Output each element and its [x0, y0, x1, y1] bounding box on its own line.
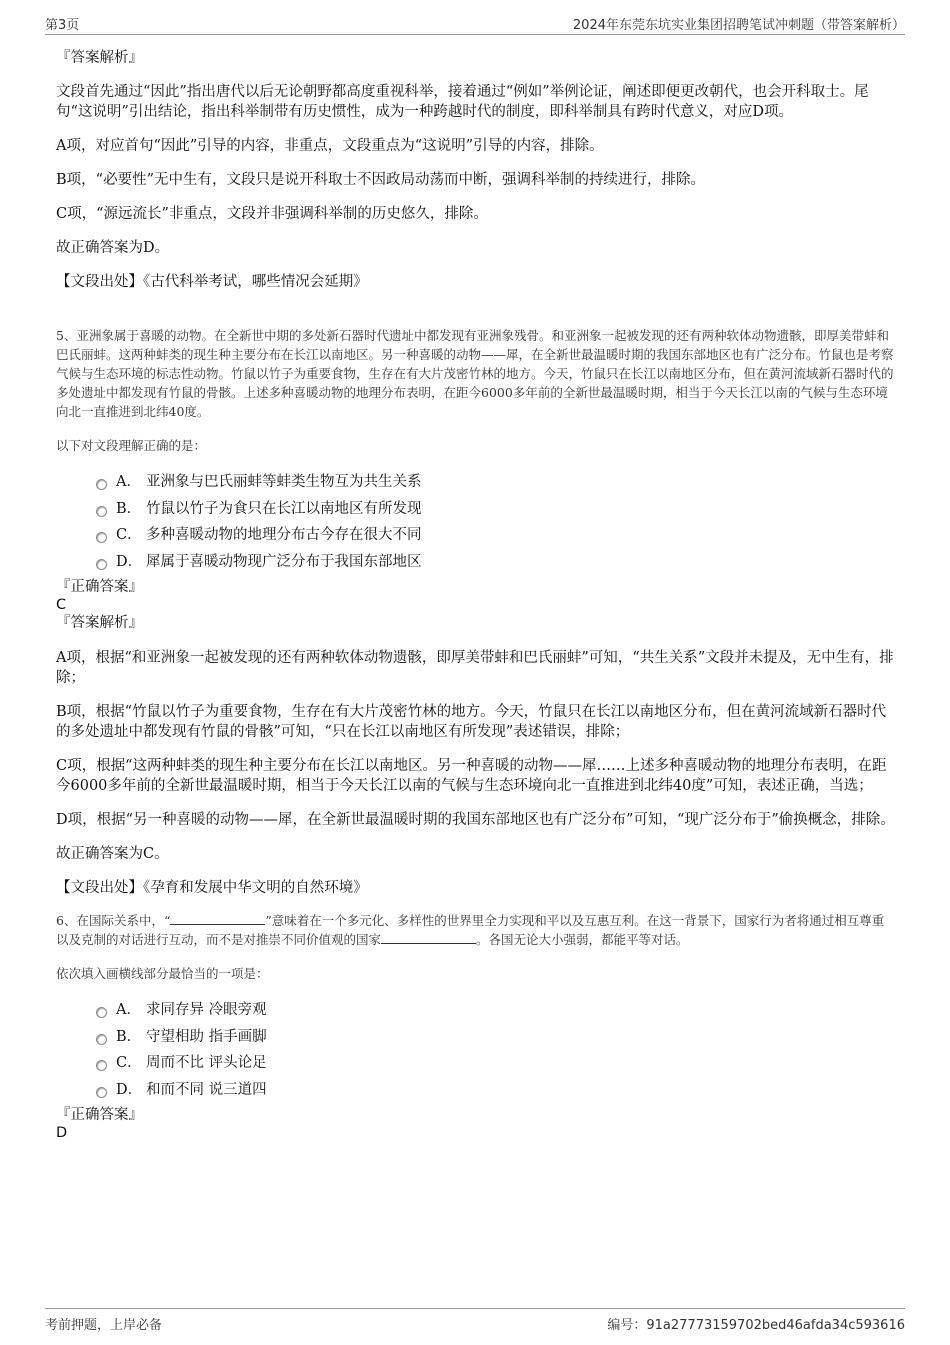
analysis-paragraph: C项，“源远流长”非重点，文段并非强调科举制的历史悠久，排除。 — [56, 206, 488, 222]
option-text: 求同存异 冷眼旁观 — [146, 1002, 267, 1018]
option-text: 多种喜暖动物的地理分布古今存在很大不同 — [146, 527, 422, 543]
source-citation: 【文段出处】《古代科举考试，哪些情况会延期》 — [56, 274, 368, 290]
question-prompt: 以下对文段理解正确的是： — [56, 438, 207, 453]
footer-slogan: 考前押题，上岸必备 — [45, 1318, 163, 1333]
option-letter: B． — [116, 1028, 142, 1045]
document-title: 2024年东莞东坑实业集团招聘笔试冲刺题（带答案解析） — [572, 18, 905, 33]
option-d[interactable] — [56, 552, 896, 579]
answer-value: C — [56, 597, 67, 613]
fill-blank — [381, 931, 476, 944]
option-a[interactable] — [56, 472, 896, 499]
analysis-label: 『答案解析』 — [56, 50, 143, 66]
analysis-conclusion: 故正确答案为D。 — [56, 240, 170, 256]
stem-part: 。各国无论大小强弱，都能平等对话。 — [476, 932, 689, 947]
question-prompt: 依次填入画横线部分最恰当的一项是： — [56, 966, 269, 981]
analysis-paragraph: 文段首先通过“因此”指出唐代以后无论朝野都高度重视科举，接着通过“例如”举例论证，阐述即便更改朝代，也会开科取士。尾句“这说明”引出结论，指出科举制带有历史惯性，成为一种跨越时代的制度，即科举制具有跨时代意义，对应D项。 — [56, 84, 869, 120]
option-text: 守望相助 指手画脚 — [146, 1028, 267, 1045]
option-c[interactable] — [56, 525, 896, 552]
analysis-paragraph: C项，根据“这两种蚌类的现生种主要分布在长江以南地区。另一种喜暖的动物——犀……上述多种喜暖动物的地理分布表明，在距今6000多年前的全新世最温暖时期，相当于今天长江以南的气候与生态环境向北一直推进到北纬40度”可知，表述正确，当选； — [56, 758, 887, 794]
option-b[interactable] — [56, 1027, 896, 1054]
radio-icon[interactable] — [96, 1034, 107, 1045]
option-letter: B． — [116, 500, 142, 517]
answer-label: 『正确答案』 — [56, 1107, 143, 1123]
analysis-paragraph: B项，“必要性”无中生有，文段只是说开科取士不因政局动荡而中断，强调科举制的持续进行，排除。 — [56, 172, 705, 188]
option-c[interactable] — [56, 1053, 896, 1080]
page-number: 第3页 — [45, 18, 80, 33]
question-stem: 5、亚洲象属于喜暖的动物。在全新世中期的多处新石器时代遗址中都发现有亚洲象残骨。和亚洲象一起被发现的还有两种软体动物遗骸，即厚美带蚌和巴氏丽蚌。这两种蚌类的现生种主要分布在长江以南地区。另一种喜暖的动物——犀，在全新世最温暖时期的我国东部地区也有广泛分布。竹鼠也是考察气候与生态环境的标志性动物。竹鼠以竹子为重要食物，生存在有大片茂密竹林的地方。今天，竹鼠只在长江以南地区分布，但在黄河流域新石器时代的多处遗址中都发现有竹鼠的骨骸。上述多种喜暖动物的地理分布表明，在距今6000多年前的全新世最温暖时期，相当于今天长江以南的气候与生态环境向北一直推进到北纬40度。 — [56, 328, 894, 419]
option-text: 犀属于喜暖动物现广泛分布于我国东部地区 — [146, 553, 422, 570]
answer-value: D — [56, 1125, 68, 1141]
stem-part: ”意味着在一个多元化、多样性的世界里全力实现和平以及互惠互利。在这一背景下，国家行为者将通过相互尊重以及克制的对话进行互动，而不是对推崇不同价值观的国家 — [56, 913, 885, 947]
option-letter: C． — [116, 527, 142, 543]
option-letter: A． — [116, 1002, 141, 1018]
document-id: 编号：91a27773159702bed46afda34c593616 — [607, 1318, 905, 1333]
document-body — [56, 44, 896, 1142]
analysis-paragraph: A项，对应首句“因此”引导的内容，非重点，文段重点为“这说明”引导的内容，排除。 — [56, 138, 604, 154]
answer-label: 『正确答案』 — [56, 579, 143, 595]
option-text: 亚洲象与巴氏丽蚌等蚌类生物互为共生关系 — [146, 474, 422, 490]
analysis-label: 『答案解析』 — [56, 615, 143, 631]
radio-icon[interactable] — [96, 559, 107, 570]
option-text: 周而不比 评头论足 — [146, 1055, 267, 1071]
stem-part: 6、在国际关系中，“ — [56, 913, 171, 928]
option-list — [56, 1000, 896, 1106]
option-d[interactable] — [56, 1080, 896, 1107]
radio-icon[interactable] — [96, 479, 107, 490]
option-list — [56, 472, 896, 578]
question-stem — [56, 911, 896, 949]
analysis-paragraph: A项，根据“和亚洲象一起被发现的还有两种软体动物遗骸，即厚美带蚌和巴氏丽蚌”可知，“共生关系”文段并未提及，无中生有，排除； — [56, 650, 894, 686]
option-letter: D． — [116, 1081, 143, 1098]
option-a[interactable] — [56, 1000, 896, 1027]
analysis-paragraph: B项，根据“竹鼠以竹子为重要食物，生存在有大片茂密竹林的地方。今天，竹鼠只在长江以南地区分布，但在黄河流域新石器时代的多处遗址中都发现有竹鼠的骨骸”可知，“只在长江以南地区有所发现”表述错误，排除； — [56, 704, 887, 740]
fill-blank — [170, 912, 265, 925]
page-footer — [45, 1308, 905, 1336]
option-text: 和而不同 说三道四 — [146, 1081, 267, 1098]
source-citation: 【文段出处】《孕育和发展中华文明的自然环境》 — [56, 880, 368, 896]
analysis-conclusion: 故正确答案为C。 — [56, 846, 169, 862]
option-letter: D． — [116, 553, 143, 570]
radio-icon[interactable] — [96, 1007, 107, 1018]
radio-icon[interactable] — [96, 506, 107, 517]
analysis-paragraph: D项，根据“另一种喜暖的动物——犀，在全新世最温暖时期的我国东部地区也有广泛分布”可知，“现广泛分布于”偷换概念，排除。 — [56, 812, 895, 828]
option-letter: A． — [116, 474, 141, 490]
radio-icon[interactable] — [96, 532, 107, 543]
option-text: 竹鼠以竹子为食只在长江以南地区有所发现 — [146, 500, 422, 517]
radio-icon[interactable] — [96, 1060, 107, 1071]
radio-icon[interactable] — [96, 1087, 107, 1098]
option-letter: C． — [116, 1055, 142, 1071]
page-header — [45, 14, 905, 35]
option-b[interactable] — [56, 499, 896, 526]
